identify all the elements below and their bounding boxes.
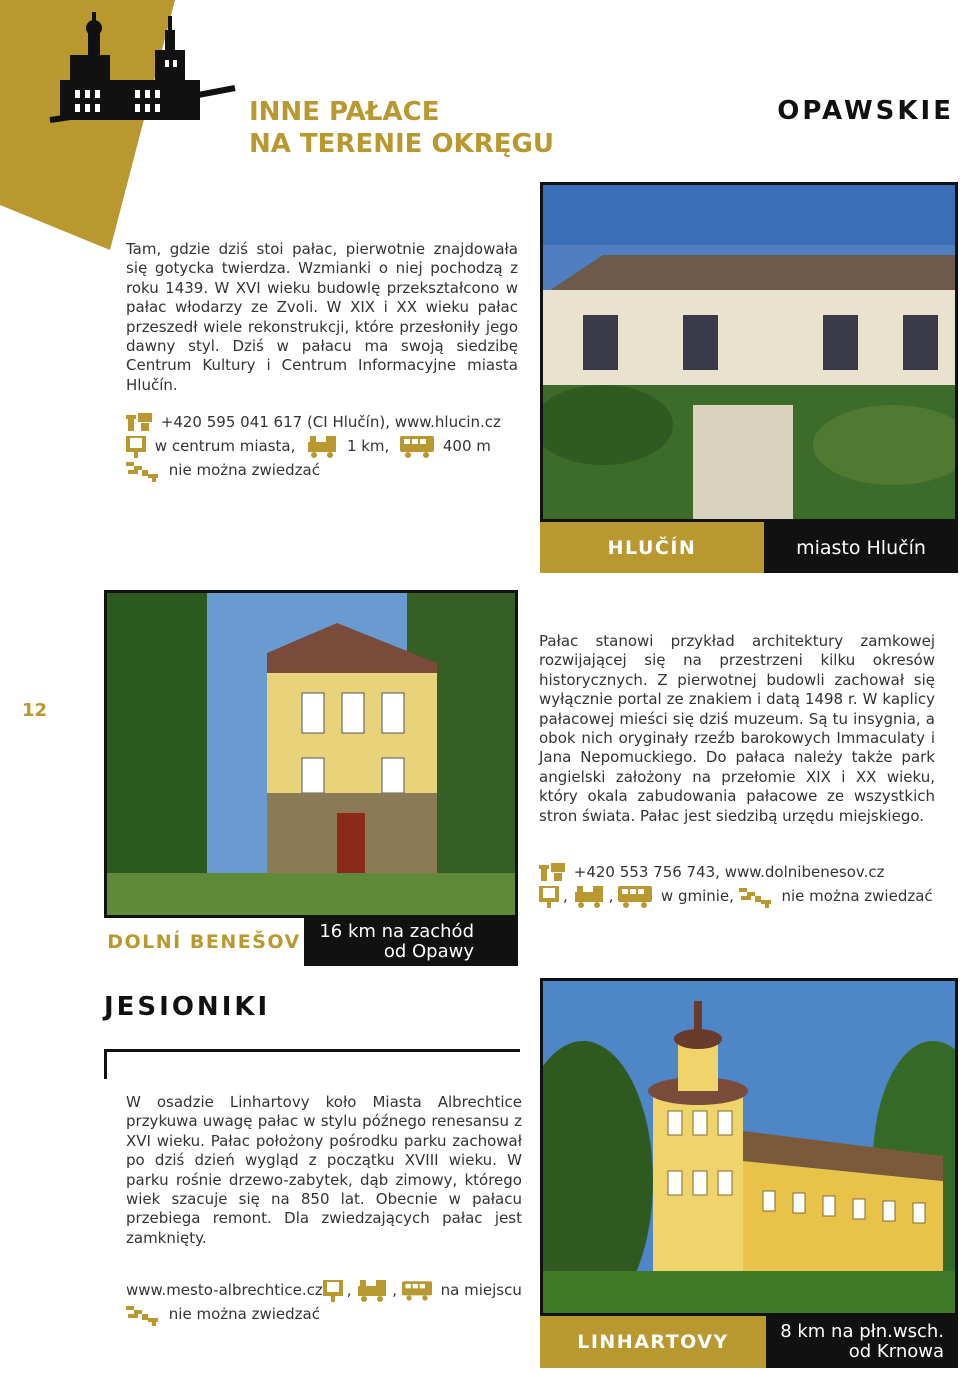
dolni-benesov-label: DOLNÍ BENEŠOV bbox=[104, 918, 304, 966]
dolni-benesov-transport-row bbox=[539, 884, 933, 908]
linhartovy-label: LINHARTOVY bbox=[540, 1316, 766, 1368]
hlucin-description: Tam, gdzie dziś stoi pałac, pierwotnie znajdowała się gotycka twierdza. Wzmianki o niej pochodzą z roku 1439. W XVI wieku budowlę przekształcono w pałac włodarzy ze Zvoli. W XIX i XX wieku pałac przeszedł wiele rekonstrukcji, które przesłoniły jego dawny styl. Dziś w pałacu ma swoją siedzibę Centrum Kultury i Centrum Informacyjne miasta Hlučín. bbox=[126, 240, 518, 394]
dolni-benesov-distance bbox=[304, 918, 518, 966]
dolni-benesov-info bbox=[539, 860, 933, 908]
phone-info-icon bbox=[126, 413, 152, 433]
linhartovy-visit-row bbox=[126, 1302, 522, 1326]
dolni-benesov-palace-photo bbox=[104, 590, 518, 918]
bus-icon bbox=[618, 886, 652, 908]
linhartovy-distance-line1: 8 km na płn.wsch. bbox=[780, 1321, 944, 1342]
hlucin-parking: w centrum miasta, bbox=[154, 437, 296, 455]
linhartovy-palace-photo bbox=[540, 978, 958, 1316]
no-visit-icon bbox=[126, 1304, 160, 1326]
parking-icon bbox=[323, 1280, 343, 1302]
linhartovy-website-row bbox=[126, 1278, 522, 1302]
linhartovy-website[interactable]: www.mesto-albrechtice.cz bbox=[126, 1281, 323, 1299]
dolni-benesov-distance-line2: od Opawy bbox=[383, 941, 474, 962]
no-visit-icon bbox=[739, 886, 773, 908]
hlucin-palace-photo bbox=[540, 182, 958, 522]
hlucin-train: 1 km, bbox=[346, 437, 390, 455]
hlucin-contact-row bbox=[126, 410, 501, 434]
hlucin-visit-row bbox=[126, 458, 501, 482]
linhartovy-distance bbox=[766, 1316, 958, 1368]
castle-logo-icon bbox=[40, 10, 240, 140]
linhartovy-info bbox=[126, 1278, 522, 1326]
hlucin-label: HLUČÍN bbox=[540, 522, 764, 573]
dolni-benesov-contact: +420 553 756 743, www.dolnibenesov.cz bbox=[573, 863, 885, 881]
dolni-benesov-description: Pałac stanowi przykład architektury zamkowej rozwijającej się na przestrzeni kilku okresów historycznych. Z pierwotnej budowli zachował się wyłącznie portal ze znakiem i datą 1498 r. W kaplicy pałacowej mieści się dziś muzeum. Są tu insygnia, a obok nich oryginały rzeźb barokowych Immaculaty i Jana Nepomuckiego. Do pałaca należy także park angielski założony na przełomie XIX i XX wieku, który okala zabudowania pałacowe ze wszystkich stron świata. Pałac jest siedzibą urzędu miejskiego. bbox=[539, 632, 935, 825]
train-icon bbox=[306, 436, 338, 458]
region-title-opawskie: OPAWSKIE bbox=[777, 96, 954, 126]
hlucin-bus: 400 m bbox=[442, 437, 491, 455]
linhartovy-location-note: na miejscu bbox=[440, 1281, 522, 1299]
hlucin-contact: +420 595 041 617 (CI Hlučín), www.hlucin.cz bbox=[160, 413, 501, 431]
linhartovy-visit: nie można zwiedzać bbox=[168, 1305, 320, 1323]
parking-icon bbox=[126, 436, 146, 458]
jesioniki-divider-vertical bbox=[104, 1049, 107, 1079]
dolni-benesov-visit: nie można zwiedzać bbox=[781, 887, 933, 905]
dolni-benesov-contact-row bbox=[539, 860, 933, 884]
train-icon bbox=[356, 1280, 388, 1302]
train-icon bbox=[573, 886, 605, 908]
dolni-benesov-distance-line1: 16 km na zachód bbox=[319, 921, 474, 942]
linhartovy-sep1: , bbox=[346, 1281, 352, 1299]
bus-icon bbox=[402, 1280, 432, 1302]
dolni-benesov-sep2: , bbox=[608, 887, 614, 905]
no-visit-icon bbox=[126, 460, 160, 482]
hlucin-transport-row bbox=[126, 434, 501, 458]
hlucin-visit: nie można zwiedzać bbox=[168, 461, 320, 479]
page-title bbox=[249, 96, 554, 160]
dolni-benesov-location-note: w gminie, bbox=[660, 887, 734, 905]
page-number: 12 bbox=[22, 700, 48, 721]
hlucin-location: miasto Hlučín bbox=[764, 522, 958, 573]
dolni-benesov-sep1: , bbox=[563, 887, 568, 905]
title-line-2: NA TERENIE OKRĘGU bbox=[249, 129, 554, 159]
title-line-1: INNE PAŁACE bbox=[249, 97, 440, 127]
parking-icon bbox=[539, 886, 559, 908]
linhartovy-sep2: , bbox=[392, 1281, 398, 1299]
phone-info-icon bbox=[539, 863, 565, 883]
linhartovy-distance-line2: od Krnowa bbox=[848, 1341, 944, 1362]
hlucin-info bbox=[126, 410, 501, 482]
bus-icon bbox=[400, 436, 434, 458]
linhartovy-description: W osadzie Linhartovy koło Miasta Albrechtice przykuwa uwagę pałac w stylu późnego renesansu z XVI wieku. Pałac położony pośrodku parku zachował po dziś dzień wygląd z początku XVIII wieku. W parku rośnie drzewo-zabytek, dąb zimowy, którego wiek szacuje się na 850 lat. Obecnie w pałacu przebiega remont. Dla zwiedzających pałac jest zamknięty. bbox=[126, 1093, 522, 1247]
region-title-jesioniki: JESIONIKI bbox=[104, 992, 271, 1022]
jesioniki-divider bbox=[104, 1049, 520, 1052]
